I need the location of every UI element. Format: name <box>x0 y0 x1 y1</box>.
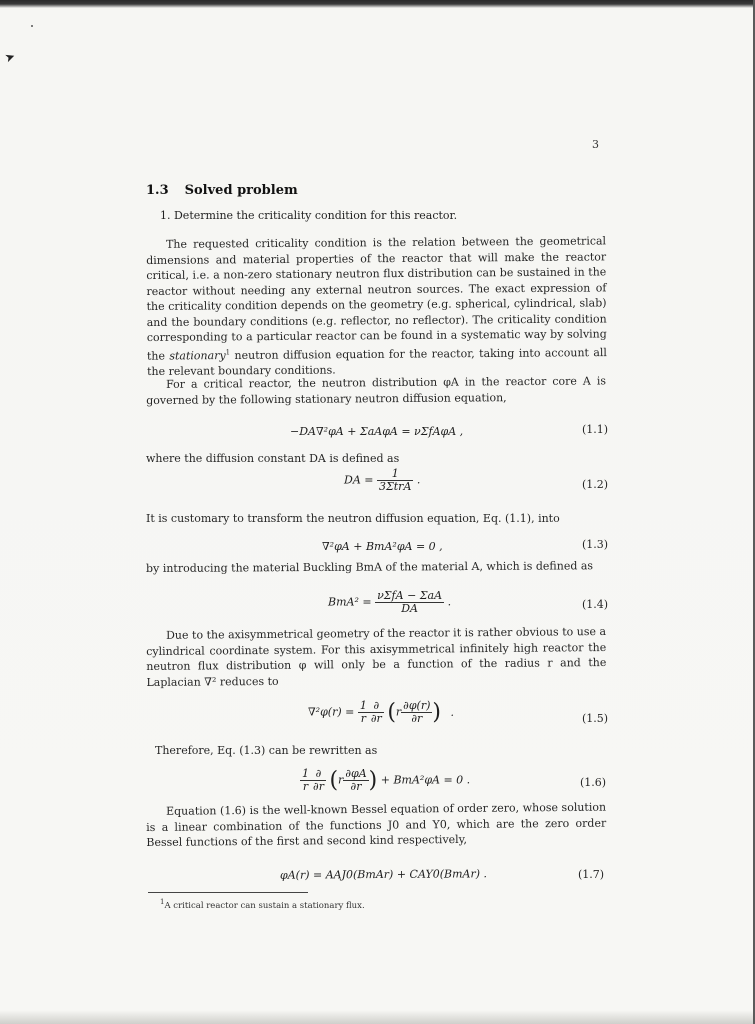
fraction <box>375 590 444 615</box>
paragraph-axisymmetric: Due to the axisymmetrical geometry of the reactor it is rather obvious to use a cylindrical coordinate system. For this axisymmetrical infinitely high reactor the neutron flux distribution φ will only be a function of the radius r and the Laplacian ∇² reduces to <box>146 624 607 689</box>
frac-num: νΣfA − ΣaA <box>377 589 443 602</box>
eq-var: r <box>395 705 402 719</box>
frac-den: r <box>302 780 309 793</box>
paren-close: ) <box>432 700 441 725</box>
eq-lhs: DA = <box>344 473 374 487</box>
paren-close: ) <box>368 768 378 793</box>
text-introducing: by introducing the material Buckling BmA of the material A, which is defined as <box>146 559 594 575</box>
equation-1-5 <box>308 700 454 725</box>
equation-number: (1.1) <box>582 423 609 436</box>
fraction <box>401 700 432 725</box>
equation-number: (1.7) <box>578 868 605 881</box>
text-where: where the diffusion constant DA is defined as <box>146 452 400 465</box>
fraction <box>358 700 369 725</box>
paragraph-criticality <box>146 233 607 379</box>
fraction <box>311 768 326 793</box>
footnote-text: A critical reactor can sustain a stationary flux. <box>164 900 365 911</box>
equation-1-1: −DA∇²φA + ΣaAφA = νΣfAφA , <box>290 425 464 438</box>
paragraph-bessel: Equation (1.6) is the well-known Bessel equation of order zero, whose solution is a linear combination of the functions J0 and Y0, which are the zero order Bessel functions of the first and second kind respectively, <box>146 800 607 849</box>
frac-den: ∂r <box>411 712 423 725</box>
eq-tail: . <box>450 705 454 719</box>
frac-den: ∂r <box>350 780 362 793</box>
frac-den: 3ΣtrA <box>378 480 412 493</box>
equation-number: (1.3) <box>582 538 609 551</box>
page-number: 3 <box>592 138 599 151</box>
frac-num: ∂φA <box>345 767 367 780</box>
section-heading <box>146 183 298 198</box>
frac-num: 1 <box>377 468 413 481</box>
equation-number: (1.6) <box>580 776 607 789</box>
equation-1-6 <box>300 768 470 793</box>
speck <box>31 25 33 27</box>
paragraph-critical-reactor: For a critical reactor, the neutron distribution φA in the reactor core A is governed by the following stationary neutron diffusion equation, <box>146 374 607 407</box>
paragraph-text: neutron diffusion equation for the reactor, taking into account all the relevant boundary conditions. <box>147 345 607 378</box>
eq-lhs: ∇²φ(r) = <box>308 705 355 719</box>
frac-num: ∂ <box>311 768 326 781</box>
fraction <box>343 768 368 793</box>
frac-num: ∂ <box>369 700 384 713</box>
eq-lhs: BmA² = <box>328 595 372 609</box>
emphasis-stationary: stationary <box>169 348 226 362</box>
footnote-marker: 1 <box>225 347 231 356</box>
frac-num: 1 <box>302 767 309 780</box>
eq-var: r <box>338 773 344 787</box>
text-therefore: Therefore, Eq. (1.3) can be rewritten as <box>155 744 378 757</box>
text-customary: It is customary to transform the neutron diffusion equation, Eq. (1.1), into <box>146 512 560 525</box>
fraction <box>369 700 384 725</box>
equation-number: (1.5) <box>582 712 609 725</box>
paragraph-text: The requested criticality condition is the relation between the geometrical dimensions and material properties of the reactor that will make the reactor critical, i.e. a non-zero stationary neutron flux distribution can be sustained in the reactor without needing any external neutron sources. The exact expression of the criticality condition depends on the geometry (e.g. spherical, cylindrical, slab) and the boundary conditions (e.g. reflector, no reflector). The criticality condition corresponding to a particular reactor can be found in a systematic way by solving the <box>146 234 607 363</box>
fraction <box>300 768 311 793</box>
equation-1-3: ∇²φA + BmA²φA = 0 , <box>322 540 443 553</box>
frac-den: r <box>360 712 366 725</box>
margin-mark-icon: ➤ <box>2 48 18 66</box>
footnote-number: 1 <box>160 898 165 906</box>
equation-1-7: φA(r) = AAJ0(BmAr) + CAY0(BmAr) . <box>279 867 488 882</box>
eq-tail: . <box>416 473 421 487</box>
frac-den: DA <box>401 602 418 615</box>
equation-1-2 <box>344 468 420 493</box>
equation-number: (1.2) <box>582 478 609 491</box>
eq-tail: + BmA²φA = 0 . <box>380 773 471 787</box>
fraction <box>377 468 413 493</box>
equation-1-4 <box>328 590 451 615</box>
section-number: 1.3 <box>146 183 169 198</box>
frac-num: ∂φ(r) <box>403 699 431 712</box>
footnote <box>160 898 365 911</box>
equation-number: (1.4) <box>582 598 609 611</box>
footnote-rule <box>148 892 308 893</box>
section-title: Solved problem <box>184 183 298 198</box>
frac-num: 1 <box>359 699 367 712</box>
frac-den: ∂r <box>370 712 382 725</box>
problem-item: 1. Determine the criticality condition for this reactor. <box>160 209 458 222</box>
eq-tail: . <box>447 595 452 609</box>
paren-open: ( <box>329 768 339 793</box>
frac-den: ∂r <box>313 780 324 793</box>
paren-open: ( <box>387 700 396 725</box>
